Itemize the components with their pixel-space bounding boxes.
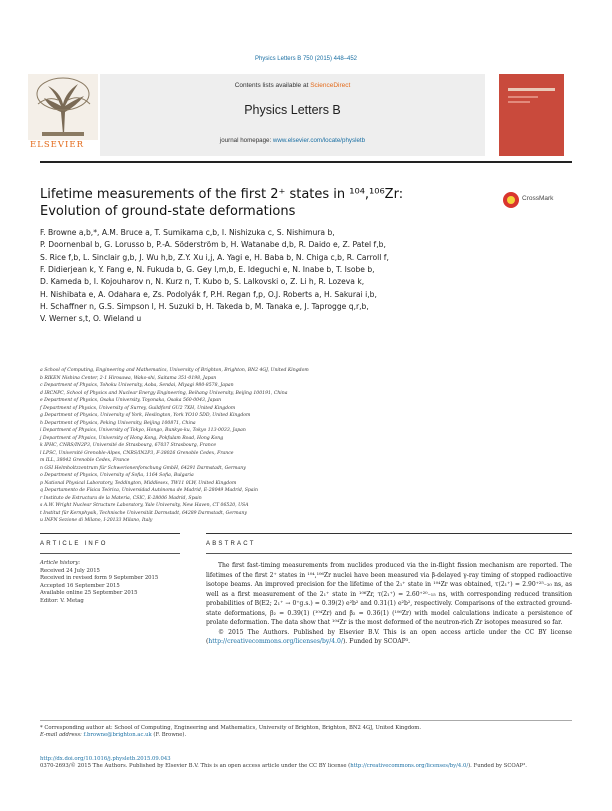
affiliation: m ILL, 38042 Grenoble Cedex, France bbox=[40, 458, 130, 463]
affiliation: l LPSC, Université Grenoble-Alpes, CNRS/IN2P3, F-38026 Grenoble Cedex, France bbox=[40, 450, 234, 456]
license-prefix: © 2015 The Authors. Published by Elsevier B.V. This is an open access article under the CC BY license ( bbox=[206, 628, 572, 646]
license-link[interactable]: http://creativecommons.org/licenses/by/4.0/ bbox=[208, 638, 343, 646]
article-history bbox=[40, 560, 180, 606]
affiliation: g Department of Physics, University of York, Heslington, York YO10 5DD, United Kingdom bbox=[40, 413, 251, 418]
author-line: F. Browne a,b,*, A.M. Bruce a, T. Sumikama c,b, I. Nishizuka c, S. Nishimura b, bbox=[40, 228, 335, 237]
history-heading: Article history: bbox=[40, 560, 81, 566]
affiliation: p National Physical Laboratory, Teddington, Middlesex, TW11 0LW, United Kingdom bbox=[40, 480, 237, 486]
contents-prefix: Contents lists available at bbox=[234, 82, 311, 89]
affiliation: e Department of Physics, Osaka University, Toyonaka, Osaka 560-0043, Japan bbox=[40, 398, 222, 403]
abstract-text: The first fast-timing measurements from nuclides produced via the in-flight fission mechanism are reported. The lifetimes of the first 2⁺ states in ¹⁰⁴,¹⁰⁶Zr nuclei have been measured via β-delayed γ-ray timing of stopped radioactive isotope beams. An improved precision for the lifetime of the 2₁⁺ state in ¹⁰⁴Zr was obtained, τ(2₁⁺) = 2.90⁺²⁵₋₂₀ ns, as well as a first measurement of the 2₁⁺ state in ¹⁰⁶Zr, τ(2₁⁺) = 2.60⁺²⁰₋₁₅ ns, with corresponding reduced transition probabilities of B(E2; 2₁⁺ → 0⁺g.s.) = 0.39(2) e²b² and 0.31(1) e²b², respectively. Comparisons of the extracted ground-state deformations, β₂ = 0.39(1) (¹⁰⁴Zr) and β₂ = 0.36(1) (¹⁰⁶Zr) with model calculations indicate a persistence of prolate deformation. The data show that ¹⁰⁴Zr is the most deformed of the neutron-rich Zr isotopes measured so far. bbox=[206, 562, 572, 627]
journal-cover-image bbox=[499, 74, 564, 156]
doi-link[interactable]: http://dx.doi.org/10.1016/j.physletb.2015.09.043 bbox=[40, 756, 171, 762]
abstract-body bbox=[206, 561, 572, 647]
crossmark-label: CrossMark bbox=[522, 195, 554, 202]
title-line-2: Evolution of ground-state deformations bbox=[40, 204, 296, 219]
bottom-license bbox=[40, 763, 572, 770]
affiliation: a School of Computing, Engineering and Mathematics, University of Brighton, Brighton, BN2 4GJ, United Kingdom bbox=[40, 368, 309, 373]
history-item: Accepted 16 September 2015 bbox=[40, 582, 120, 589]
affiliation: k IPHC, CNRS/IN2P3, Université de Strasbourg, 67037 Strasbourg, France bbox=[40, 443, 217, 448]
affiliation: s A.W. Wright Nuclear Structure Laboratory, Yale University, New Haven, CT 06520, USA bbox=[40, 503, 249, 508]
affiliation: u INFN Sezione di Milano, I-20133 Milano, Italy bbox=[40, 518, 153, 523]
affiliation: f Department of Physics, University of Surrey, Guildford GU2 7XH, United Kingdom bbox=[40, 405, 236, 411]
affiliation: r Instituto de Estructura de la Materia, CSIC, E-28006 Madrid, Spain bbox=[40, 495, 202, 501]
affiliation: o Department of Physics, University of Sofia, 1164 Sofia, Bulgaria bbox=[40, 473, 194, 478]
journal-homepage bbox=[100, 137, 485, 144]
email-line bbox=[40, 732, 572, 739]
author-line: F. Didierjean k, Y. Fang e, N. Fukuda b, G. Gey l,m,b, E. Ideguchi e, N. Inabe b, T. Isobe b, bbox=[40, 265, 375, 275]
history-item: Received in revised form 9 September 2015 bbox=[40, 575, 159, 582]
affiliation: b RIKEN Nishina Center, 2-1 Hirosawa, Wako-shi, Saitama 351-0198, Japan bbox=[40, 375, 217, 381]
journal-citation[interactable]: Physics Letters B 750 (2015) 448–452 bbox=[254, 56, 358, 62]
homepage-prefix: journal homepage: bbox=[219, 137, 273, 144]
bottom-license-prefix: 0370-2693/© 2015 The Authors. Published by Elsevier B.V. This is an open access article under the CC BY license ( bbox=[40, 763, 351, 770]
corresponding-footnote bbox=[40, 725, 572, 739]
publisher-name: ELSEVIER bbox=[30, 140, 84, 150]
info-rule-top bbox=[40, 533, 180, 534]
affiliation: t Institut für Kernphysik, Technische Universität Darmstadt, 64289 Darmstadt, Germany bbox=[40, 510, 247, 516]
elsevier-tree-icon bbox=[28, 74, 98, 140]
affiliation: c Department of Physics, Tohoku University, Aoba, Sendai, Miyagi 980-8578, Japan bbox=[40, 383, 234, 388]
header-rule bbox=[40, 161, 572, 163]
history-item: Editor: V. Metag bbox=[40, 597, 84, 604]
author-line: S. Rice f,b, L. Sinclair g,b, J. Wu h,b, Z.Y. Xu i,j, A. Yagi e, H. Baba b, N. Chiga c,b, R. Carroll f, bbox=[40, 252, 389, 262]
author-line: H. Schaffner n, G.S. Simpson l, H. Suzuki b, H. Takeda b, M. Tanaka e, J. Taprogge q,r,b, bbox=[40, 302, 369, 312]
abstract-rule-bottom bbox=[206, 553, 572, 554]
author-line: H. Nishibata e, A. Odahara e, Zs. Podolyák f, P.H. Regan f,p, O.J. Roberts a, H. Sakurai i,b, bbox=[40, 289, 377, 299]
contents-line bbox=[100, 82, 485, 89]
affiliation: q Departamento de Física Teórica, Universidad Autónoma de Madrid, E-28049 Madrid, Spain bbox=[40, 488, 258, 493]
title-line-1: Lifetime measurements of the first 2⁺ states in ¹⁰⁴,¹⁰⁶Zr: bbox=[40, 187, 404, 202]
abstract-heading: ABSTRACT bbox=[206, 541, 256, 547]
crossmark-badge[interactable] bbox=[503, 192, 575, 210]
abstract-license bbox=[206, 628, 572, 647]
cover-title-bar bbox=[508, 88, 555, 91]
email-label: E-mail address: bbox=[40, 732, 84, 739]
email-link[interactable]: f.browne@brighton.ac.uk bbox=[83, 732, 152, 739]
homepage-link[interactable]: www.elsevier.com/locate/physletb bbox=[272, 137, 366, 144]
bottom-license-link[interactable]: http://creativecommons.org/licenses/by/4.0/ bbox=[350, 763, 469, 770]
info-rule-bottom bbox=[40, 553, 180, 554]
history-item: Available online 25 September 2015 bbox=[40, 590, 138, 597]
cover-line bbox=[508, 101, 530, 103]
affiliation: j Department of Physics, University of Hong Kong, Pokfulam Road, Hong Kong bbox=[40, 435, 224, 441]
journal-title: Physics Letters B bbox=[244, 103, 341, 117]
crossmark-icon bbox=[503, 192, 519, 208]
abstract-rule-top bbox=[206, 533, 572, 534]
email-suffix: (F. Browne). bbox=[151, 732, 187, 739]
sciencedirect-link[interactable]: ScienceDirect bbox=[310, 82, 351, 89]
affiliation: d IRCNPC, School of Physics and Nuclear Energy Engineering, Beihang University, Beijing 100191, China bbox=[40, 390, 288, 396]
cover-line bbox=[508, 96, 538, 98]
author-line: V. Werner s,t, O. Wieland u bbox=[40, 314, 142, 324]
affiliation: i Department of Physics, University of Tokyo, Hongo, Bunkyo-ku, Tokyo 113-0033, Japan bbox=[40, 428, 246, 433]
affiliation: h Department of Physics, Peking University, Beijing 100871, China bbox=[40, 420, 196, 426]
affiliation: n GSI Helmholtzzentrum für Schwerionenforschung GmbH, 64291 Darmstadt, Germany bbox=[40, 465, 246, 471]
history-item: Received 24 July 2015 bbox=[40, 567, 100, 574]
author-list bbox=[40, 227, 572, 326]
author-line: P. Doornenbal b, G. Lorusso b, P.-A. Söderström b, H. Watanabe d,b, R. Daido e, Z. Patel f,b, bbox=[40, 240, 386, 250]
affiliations-list bbox=[40, 367, 572, 525]
bottom-license-suffix: ). Funded by SCOAP³. bbox=[468, 763, 527, 770]
footnote-rule bbox=[40, 720, 572, 721]
corresponding-note: * Corresponding author at: School of Computing, Engineering and Mathematics, University of Brighton, Brighton, BN2 4GJ, United Kingdom. bbox=[40, 725, 422, 731]
article-info-heading: ARTICLE INFO bbox=[40, 541, 108, 547]
author-line: D. Kameda b, I. Kojouharov n, N. Kurz n, T. Kubo b, S. Lalkovski o, Z. Li h, R. Lozeva k, bbox=[40, 277, 365, 287]
bottom-meta bbox=[40, 756, 572, 770]
license-suffix: ). Funded by SCOAP³. bbox=[342, 638, 411, 646]
article-title bbox=[40, 186, 490, 220]
